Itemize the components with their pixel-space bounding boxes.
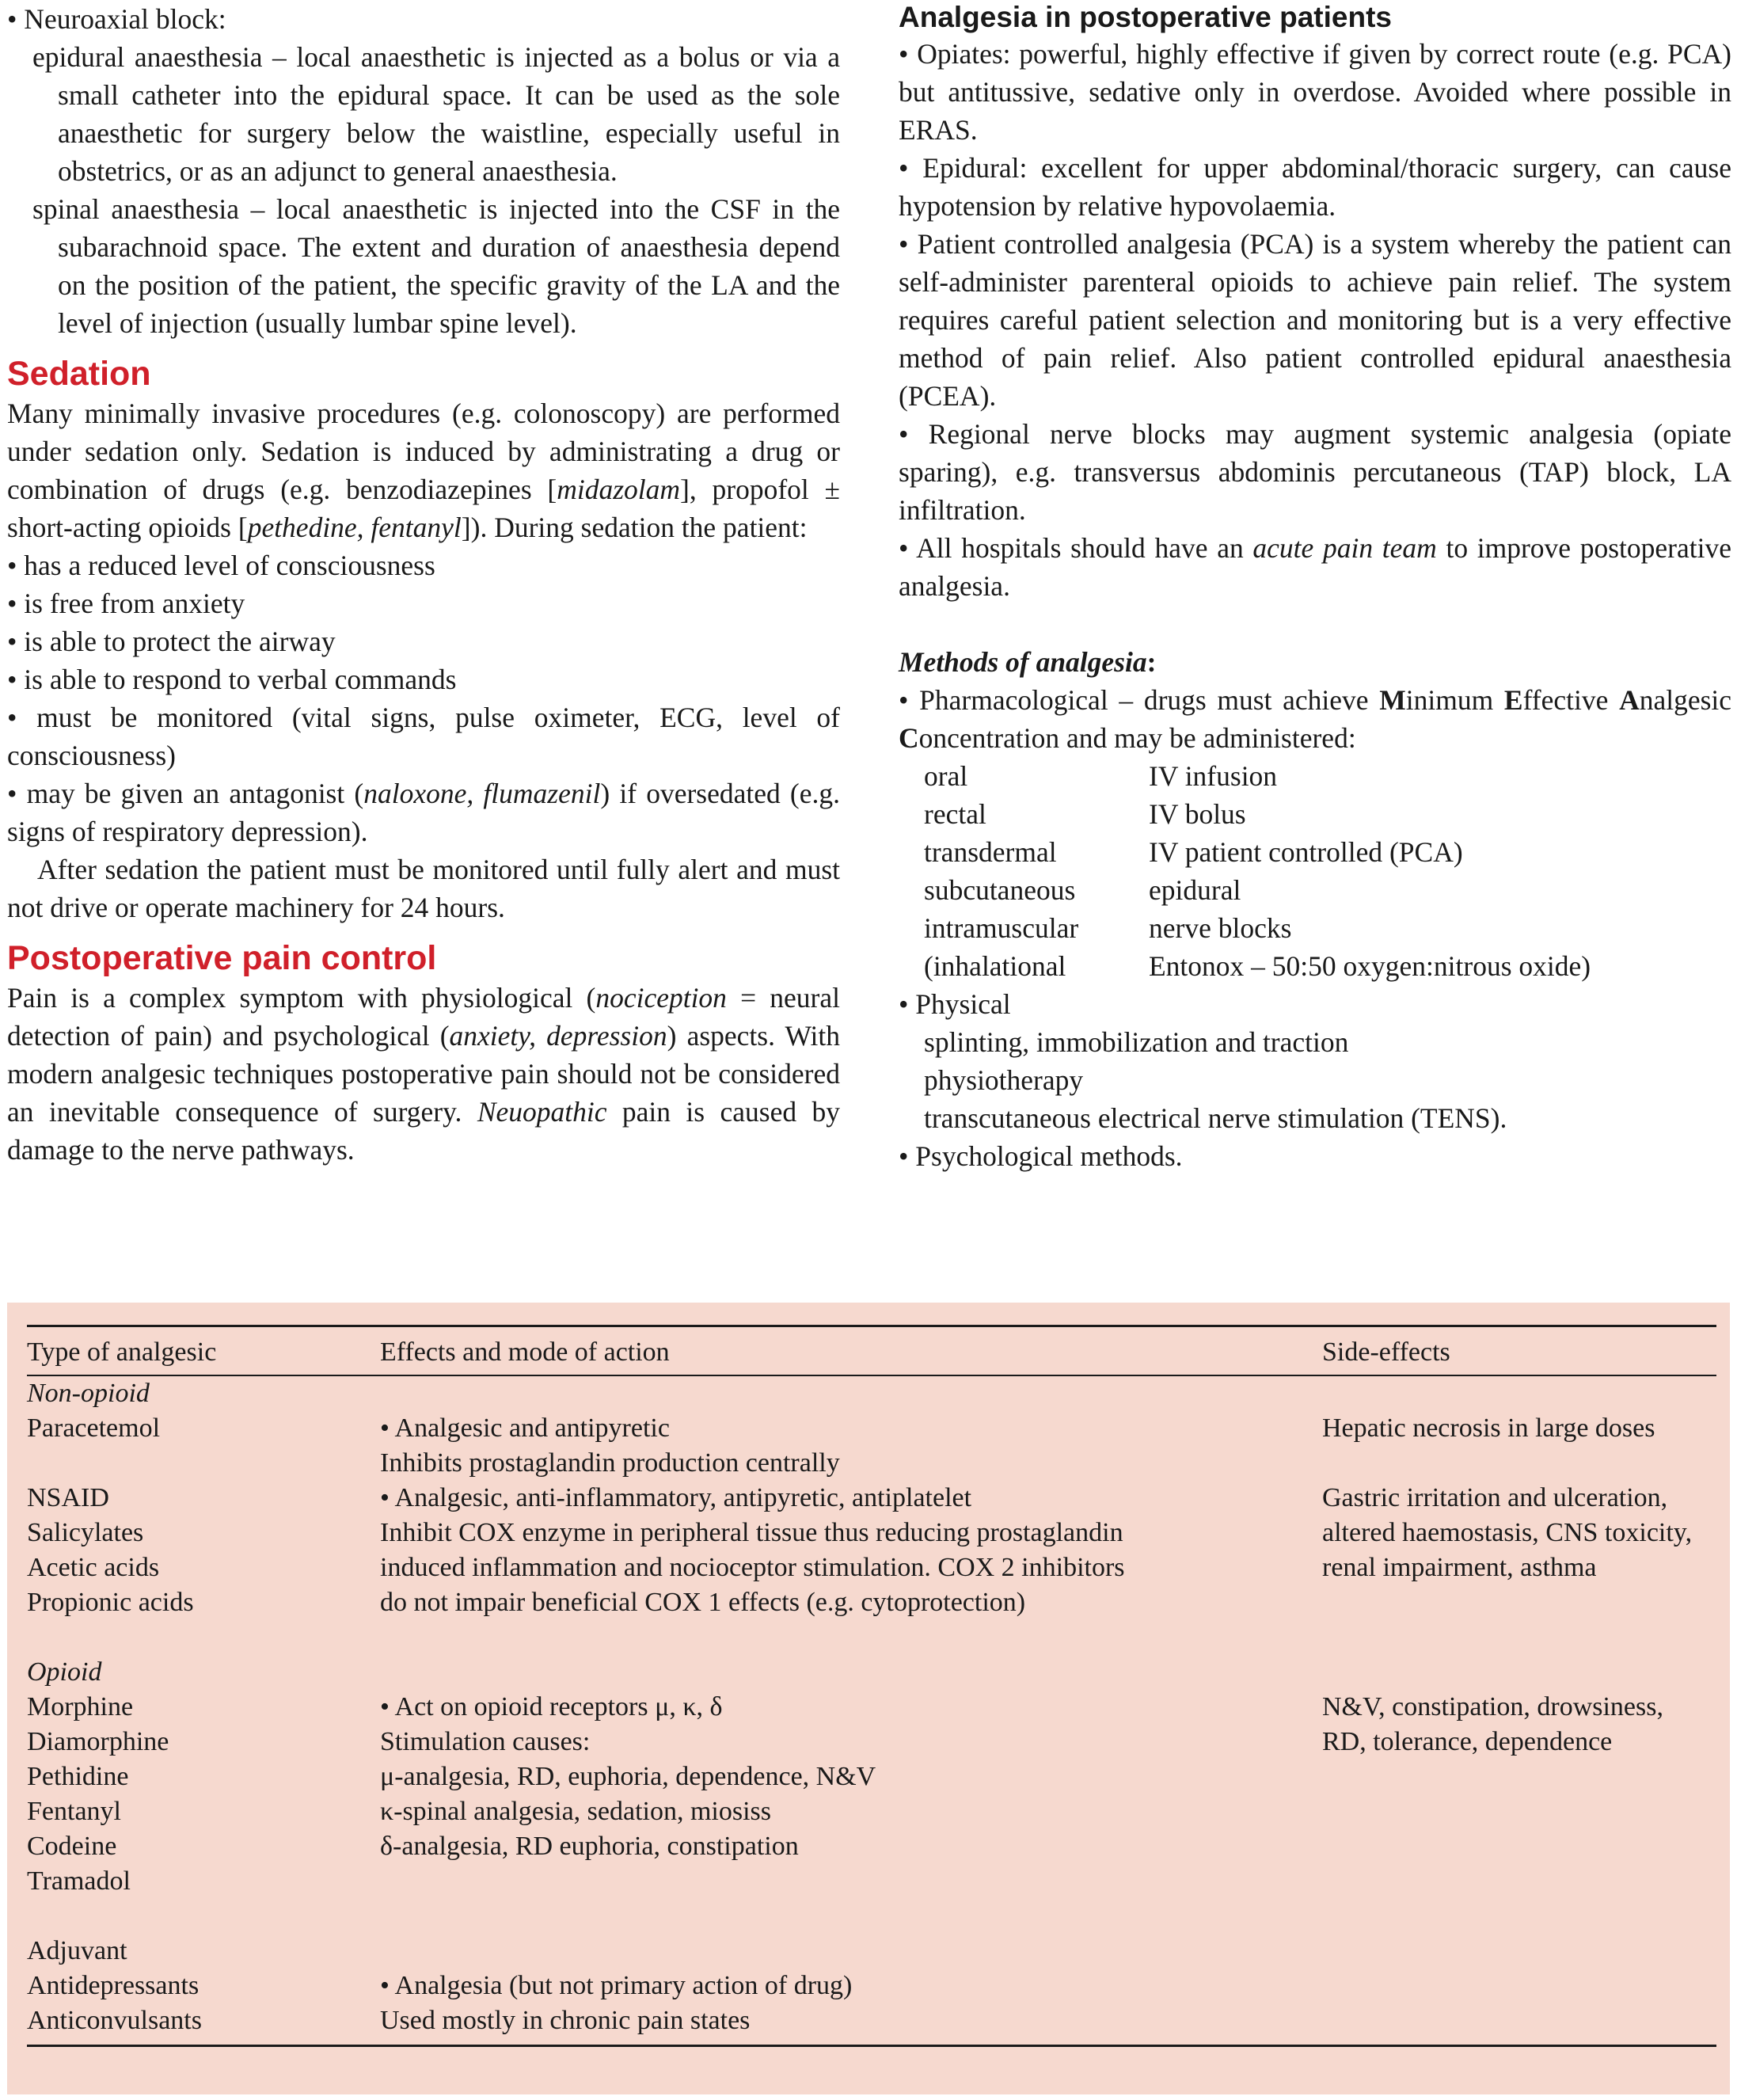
route-left: (inhalational [924,950,1066,982]
physical-item: splinting, immobilization and traction [924,1026,1349,1058]
table-row: Propionic acids do not impair beneficial COX 1 effects (e.g. cytoprotection) [27,1588,1026,1617]
physical-bullet: • Physical [899,988,1011,1020]
table-row: Morphine • Act on opioid receptors μ, κ, δ N&V, constipation, drowsiness, [27,1692,1663,1721]
psychological-bullet: • Psychological methods. [899,1140,1183,1172]
table-row: Acetic acids induced inflammation and nocioceptor stimulation. COX 2 inhibitors renal impairment, asthma [27,1553,1597,1582]
table-row: NSAID • Analgesic, anti-inflammatory, antipyretic, antiplatelet Gastric irritation and ulceration, [27,1483,1668,1512]
right-column [899,0,1731,1175]
left-column [7,0,840,1169]
sedation-antagonist: • may be given an antagonist (naloxone, flumazenil) if oversedated (e.g. signs of respiratory depression). [7,778,840,847]
sedation-item: • is able to protect the airway [7,626,336,657]
analgesic-table-box [7,1303,1730,2094]
sedation-item: • has a reduced level of consciousness [7,550,435,581]
table-row: Antidepressants • Analgesia (but not primary action of drug) [27,1971,853,2000]
table-row: Paracetemol • Analgesic and antipyretic Hepatic necrosis in large doses [27,1413,1655,1443]
route-left: rectal [924,798,986,830]
route-right: epidural [1149,874,1241,906]
table-row: Tramadol [27,1866,131,1896]
sedation-item: • must be monitored (vital signs, pulse oximeter, ECG, level of consciousness) [7,702,840,771]
neuraxial-title: • Neuroaxial block: [7,3,226,35]
epidural-paragraph: epidural anaesthesia – local anaesthetic is injected as a bolus or via a small catheter into the epidural space. It can be used as the sole anaesthetic for surgery below the waistline, especially useful in obstetrics, or as an adjunct to general anaesthesia. [32,41,840,187]
methods-heading: Methods of analgesia: [899,646,1157,678]
route-right: Entonox – 50:50 oxygen:nitrous oxide) [1149,950,1591,982]
analgesia-heading: Analgesia in postoperative patients [899,1,1392,33]
route-left: transdermal [924,836,1057,868]
sedation-after: After sedation the patient must be monitored until fully alert and must not drive or operate machinery for 24 hours. [7,854,840,923]
table-row: Inhibits prostaglandin production centrally [380,1448,840,1478]
header-type: Type of analgesic [27,1337,217,1367]
physical-item: transcutaneous electrical nerve stimulation (TENS). [924,1102,1507,1134]
route-left: subcutaneous [924,874,1076,906]
route-right: IV patient controlled (PCA) [1149,836,1463,868]
routes-list [899,757,1731,985]
table-header [27,1327,1716,1376]
table-row: Codeine δ-analgesia, RD euphoria, constipation [27,1832,799,1861]
table-row: Pethidine μ-analgesia, RD, euphoria, dependence, N&V [27,1762,876,1791]
sedation-item: • is able to respond to verbal commands [7,664,457,695]
pharmacological-bullet: • Pharmacological – drugs must achieve Minimum Effective Analgesic Concentration and may be administered: [899,684,1732,754]
table-row: Anticonvulsants Used mostly in chronic pain states [27,2006,751,2035]
table-row: Salicylates Inhibit COX enzyme in peripheral tissue thus reducing prostaglandin altered haemostasis, CNS toxicity, [27,1518,1693,1547]
analgesic-table [27,1325,1716,2047]
sedation-item: • is free from anxiety [7,588,245,619]
group-label-row: Adjuvant [27,1936,127,1965]
header-side-effects: Side-effects [1322,1337,1450,1367]
route-left: oral [924,760,968,792]
physical-item: physiotherapy [924,1064,1084,1096]
analgesia-bullet: • Epidural: excellent for upper abdominal/thoracic surgery, can cause hypotension by relative hypovolaemia. [899,152,1731,222]
header-effects: Effects and mode of action [380,1337,670,1367]
pain-team-bullet: • All hospitals should have an acute pain team to improve postoperative analgesia. [899,532,1731,602]
table-row: Diamorphine Stimulation causes: RD, tolerance, dependence [27,1727,1613,1756]
analgesia-bullet: • Regional nerve blocks may augment systemic analgesia (opiate sparing), e.g. transversus abdominis percutaneous (TAP) block, LA infiltration. [899,418,1731,526]
route-right: IV bolus [1149,798,1246,830]
pain-paragraph: Pain is a complex symptom with physiological (nociception = neural detection of pain) and psychological (anxiety, depression) aspects. With modern analgesic techniques postoperative pain should not be considered an inevitable consequence of surgery. Neuopathic pain is caused by damage to the nerve pathways. [7,982,841,1166]
analgesia-bullet: • Opiates: powerful, highly effective if given by correct route (e.g. PCA) but antitussive, sedative only in overdose. Avoided where possible in ERAS. [899,38,1731,146]
group-label-row: Non-opioid [27,1379,150,1408]
route-left: intramuscular [924,912,1079,944]
table-row: Fentanyl κ-spinal analgesia, sedation, miosiss [27,1797,771,1826]
analgesia-bullet: • Patient controlled analgesia (PCA) is a system whereby the patient can self-administer parenteral opioids to achieve pain relief. The system requires careful patient selection and monitoring but is a very effective method of pain relief. Also patient controlled epidural anaesthesia (PCEA). [899,228,1731,412]
sedation-heading: Sedation [7,355,151,393]
spinal-paragraph: spinal anaesthesia – local anaesthetic is injected into the CSF in the subarachnoid space. The extent and duration of anaesthesia depend on the position of the patient, the specific gravity of the LA and the level of injection (usually lumbar spine level). [32,193,840,339]
route-right: IV infusion [1149,760,1278,792]
group-label-row: Opioid [27,1657,102,1687]
pain-heading: Postoperative pain control [7,939,437,977]
sedation-intro: Many minimally invasive procedures (e.g. colonoscopy) are performed under sedation only. Sedation is induced by administrating a drug or combination of drugs (e.g. benzodiazepines [midazolam], propofol ± short-acting opioids [pethedine, fentanyl]). During sedation the patient: [7,398,841,543]
route-right: nerve blocks [1149,912,1292,944]
